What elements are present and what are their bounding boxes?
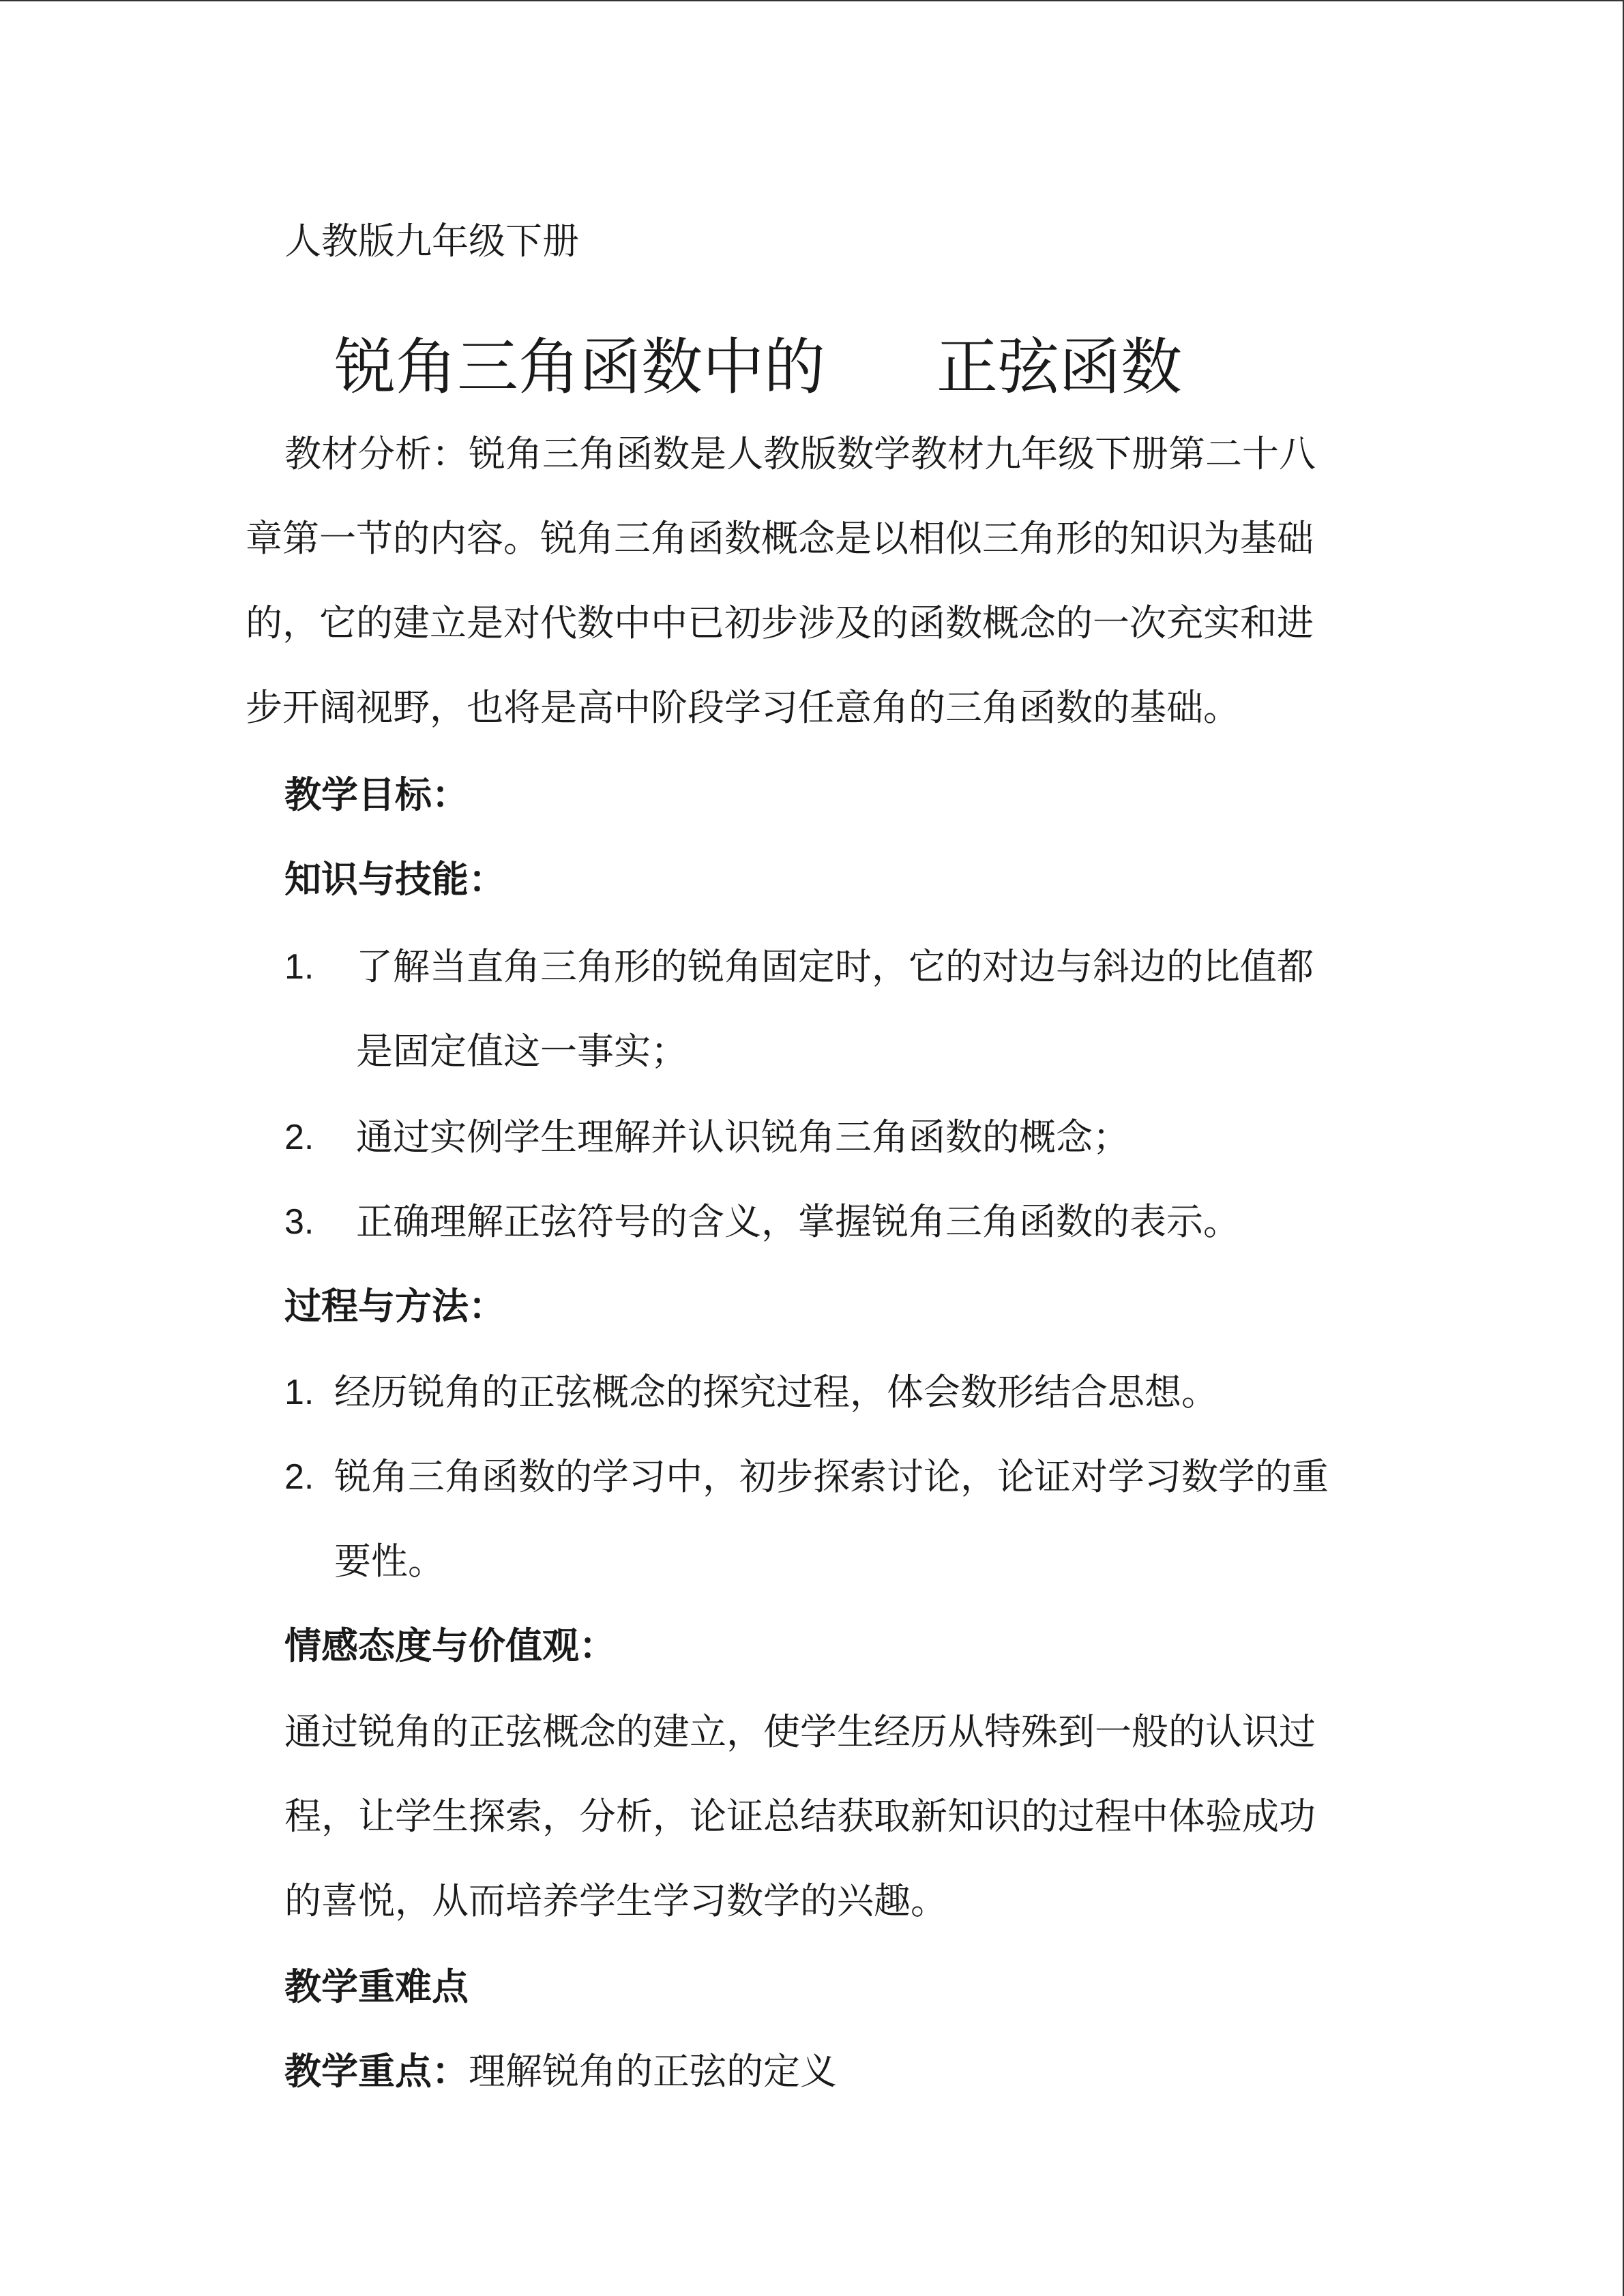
analysis-line-2: 章第一节的内容。锐角三角函数概念是以相似三角形的知识为基础 bbox=[246, 517, 1314, 560]
key-point-text: 理解锐角的正弦的定义 bbox=[469, 2050, 837, 2093]
knowledge-item-2-line-1: 通过实例学生理解并认识锐角三角函数的概念； bbox=[356, 1116, 1130, 1159]
emotion-line-2: 程，让学生探索，分析，论证总结获取新知识的过程中体验成功 bbox=[284, 1795, 1316, 1838]
knowledge-item-3-line-1: 正确理解正弦符号的含义，掌握锐角三角函数的表示。 bbox=[356, 1200, 1240, 1243]
analysis-label: 教材分析： bbox=[284, 432, 469, 475]
header-text: 人教版九年级下册 bbox=[284, 220, 579, 263]
process-item-2-line-1: 锐角三角函数的学习中，初步探索讨论，论证对学习数学的重 bbox=[334, 1455, 1329, 1498]
knowledge-item-2-number: 2. bbox=[284, 1118, 314, 1157]
analysis-line-1 bbox=[284, 432, 1316, 476]
emotion-heading: 情感态度与价值观： bbox=[284, 1624, 616, 1667]
analysis-line-4: 步开阔视野，也将是高中阶段学习任意角的三角函数的基础。 bbox=[246, 686, 1240, 729]
emotion-line-3: 的喜悦，从而培养学生学习数学的兴趣。 bbox=[284, 1879, 947, 1922]
analysis-text: 锐角三角函数是人教版数学教材九年级下册第二十八 bbox=[469, 432, 1316, 475]
analysis-line-3: 的，它的建立是对代数中中已初步涉及的函数概念的一次充实和进 bbox=[246, 601, 1314, 644]
knowledge-item-1-line-1: 了解当直角三角形的锐角固定时，它的对边与斜边的比值都 bbox=[356, 945, 1314, 988]
process-item-2-line-2: 要性。 bbox=[334, 1540, 445, 1583]
knowledge-item-1-line-2: 是固定值这一事实； bbox=[356, 1030, 688, 1073]
process-item-1-number: 1. bbox=[284, 1373, 314, 1412]
knowledge-item-1-number: 1. bbox=[284, 947, 314, 987]
process-item-1-line-1: 经历锐角的正弦概念的探究过程，体会数形结合思想。 bbox=[334, 1371, 1218, 1414]
knowledge-item-3-number: 3. bbox=[284, 1202, 314, 1242]
key-point-label: 教学重点： bbox=[284, 2050, 469, 2093]
title-part-2: 正弦函数 bbox=[936, 331, 1182, 403]
difficulties-heading: 教学重难点 bbox=[284, 1965, 469, 2008]
process-heading: 过程与方法： bbox=[284, 1285, 505, 1328]
key-point-line bbox=[284, 2050, 837, 2093]
emotion-line-1: 通过锐角的正弦概念的建立，使学生经历从特殊到一般的认识过 bbox=[284, 1710, 1316, 1753]
objectives-heading: 教学目标： bbox=[284, 773, 469, 816]
process-item-2-number: 2. bbox=[284, 1457, 314, 1497]
title-part-1: 锐角三角函数中的 bbox=[334, 331, 825, 403]
knowledge-heading: 知识与技能： bbox=[284, 858, 505, 901]
